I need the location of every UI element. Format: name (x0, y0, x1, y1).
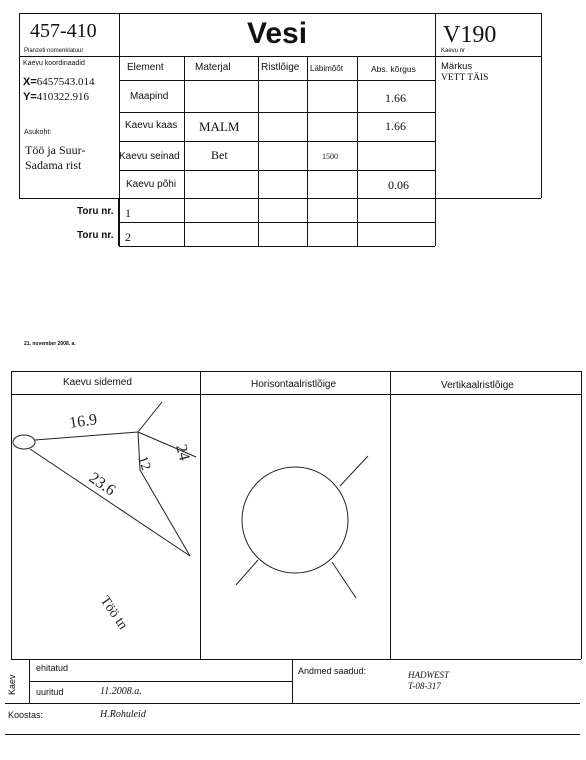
header-cross: Ristlõige (261, 62, 300, 73)
row-bottom-label: Kaevu põhi (126, 179, 177, 190)
header-material: Materjal (195, 62, 231, 73)
row-walls-diameter: 1500 (322, 152, 338, 161)
sheet-number: 457-410 (30, 20, 97, 42)
pipe2-label: Toru nr. (77, 230, 114, 241)
row-walls-material: Bet (211, 148, 228, 162)
well-cross-section (242, 467, 348, 573)
author-label: Koostas: (8, 710, 44, 720)
column-header-links: Kaevu sidemed (63, 377, 132, 388)
pipe-top-right (340, 456, 368, 486)
header-diameter: Läbimõõt (310, 64, 343, 73)
row-lid-height: 1.66 (385, 119, 406, 133)
data-from-label: Andmed saadud: (298, 666, 367, 676)
row-lid-material: MALM (199, 119, 240, 134)
annotation-12: 12 (134, 454, 154, 473)
surveyed-label: uuritud (36, 687, 64, 697)
remarks-value: VETT TÄIS (441, 73, 489, 83)
row-ground-height: 1.66 (385, 91, 406, 105)
author-value: H.Rohuleid (100, 709, 146, 720)
column-header-vertical: Vertikaalristlõige (441, 380, 514, 391)
header-abs-height: Abs. kõrgus (371, 64, 416, 74)
data-from-line1: HADWEST (408, 670, 449, 680)
coord-x-value: 6457543.014 (36, 76, 95, 88)
pipe2-number: 2 (125, 230, 131, 244)
tie-line-236 (30, 449, 190, 556)
row-bottom-height: 0.06 (388, 178, 409, 192)
well-side-label (7, 674, 17, 695)
row-ground-label: Maapind (130, 91, 169, 102)
pipe-bottom-left (236, 560, 258, 585)
well-symbol (13, 435, 35, 449)
annotation-street: Töö tn (96, 593, 131, 633)
pipe1-number: 1 (125, 206, 131, 220)
well-caption: Kaevu nr (441, 48, 466, 54)
page-title: Vesi (247, 17, 308, 50)
location-line2: Sadama rist (25, 158, 82, 172)
remarks-header: Märkus (441, 61, 473, 72)
coord-y-label: Y= (23, 91, 37, 103)
well-side-label-text: Kaev (7, 674, 17, 695)
column-header-horizontal: Horisontaalristlõige (251, 379, 337, 390)
well-id: V190 (443, 22, 497, 48)
annotation-24: 24 (172, 442, 193, 463)
location-line1: Töö ja Suur- (25, 143, 86, 157)
coord-x-label: X= (23, 76, 37, 88)
header-element: Element (127, 62, 164, 73)
pipe-bottom-right (332, 562, 356, 598)
row-lid-label: Kaevu kaas (125, 120, 178, 131)
annotation-236: 23.6 (85, 469, 119, 500)
document-date: 21. november 2008. a. (24, 341, 76, 347)
pipe1-label: Toru nr. (77, 206, 114, 217)
tie-line-169 (35, 432, 138, 440)
surveyed-value: 11.2008.a. (100, 686, 142, 697)
coords-label: Kaevu koordinaadid (23, 60, 85, 67)
tie-line-top (138, 402, 162, 432)
data-from-line2: T-08-317 (408, 681, 441, 691)
row-walls-label: Kaevu seinad (119, 151, 180, 162)
sheet-caption: Planzeti nomenklatuur (24, 48, 84, 54)
coord-y-value: 410322.916 (36, 91, 90, 103)
annotation-169: 16.9 (68, 411, 99, 432)
location-label: Asukoht: (24, 129, 52, 136)
built-label: ehitatud (36, 663, 69, 673)
